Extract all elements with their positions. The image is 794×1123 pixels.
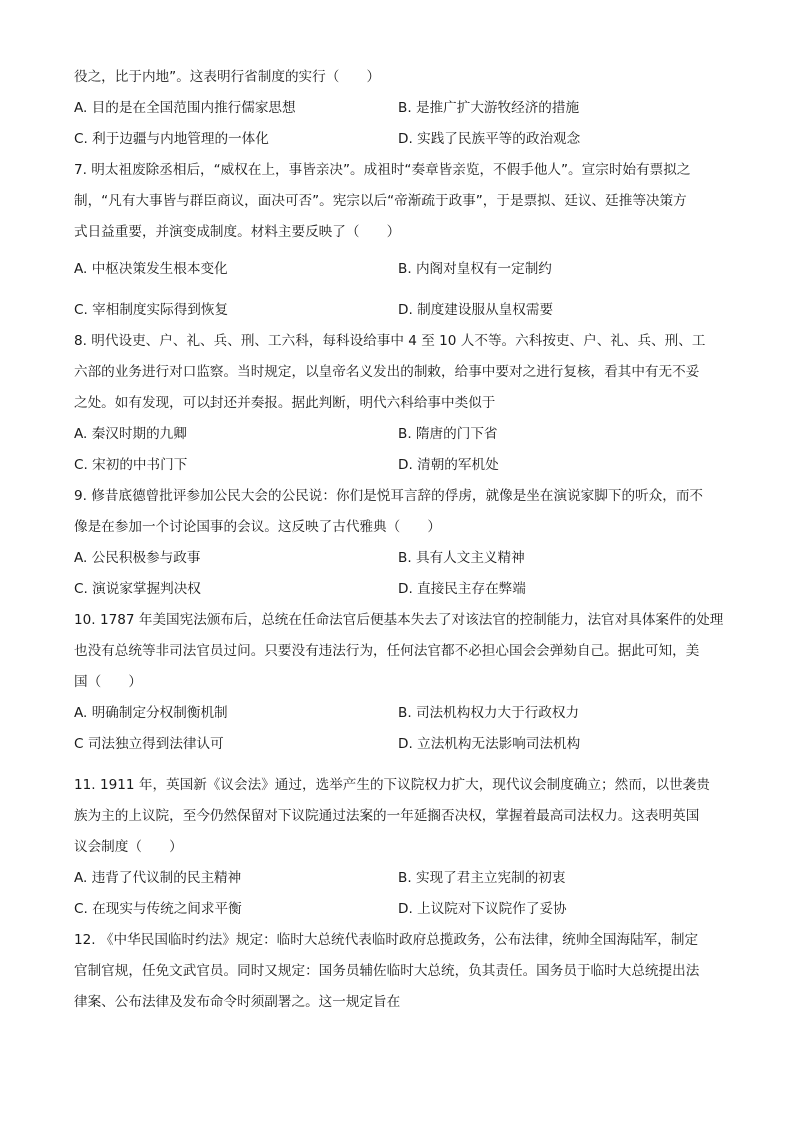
q11-options-row-2 (74, 894, 724, 925)
q9-option-a[interactable]: A. 公民积极参与政事 (74, 550, 201, 566)
q8-option-d[interactable]: D. 清朝的军机处 (398, 457, 499, 473)
q11-option-c[interactable]: C. 在现实与传统之间求平衡 (74, 901, 242, 917)
q7-stem-line-1: 7. 明太祖废除丞相后，“威权在上，事皆亲决”。成祖时“奏章皆亲览，不假手他人”。宣宗时始有票拟之 (74, 162, 691, 178)
q7-option-b[interactable]: B. 内阁对皇权有一定制约 (398, 261, 552, 277)
q8-options-row-2 (74, 450, 724, 481)
q7-stem-line-2: 制，“凡有大事皆与群臣商议，面决可否”。宪宗以后“帝渐疏于政事”，于是票拟、廷议、廷推等决策方 (74, 193, 687, 209)
q11-stem-line-1: 11. 1911 年，英国新《议会法》通过，选举产生的下议院权力扩大，现代议会制度确立；然而，以世袭贵 (74, 777, 710, 793)
q6-options-row-2 (74, 124, 724, 155)
q12-stem-line-2: 官制官规，任免文武官员。同时又规定：国务员辅佐临时大总统，负其责任。国务员于临时大总统提出法 (74, 963, 700, 979)
q9-stem-line-2: 像是在参加一个讨论国事的会议。这反映了古代雅典（ ） (74, 519, 442, 535)
exam-page (74, 62, 724, 1018)
q8-stem-line-2: 六部的业务进行对口监察。当时规定，以皇帝名义发出的制敕，给事中要对之进行复核，看其中有无不妥 (74, 364, 700, 380)
q8-option-c[interactable]: C. 宋初的中书门下 (74, 457, 188, 473)
q10-option-d[interactable]: D. 立法机构无法影响司法机构 (398, 736, 581, 752)
q10-options-row-2 (74, 729, 724, 760)
q6-stem-tail: 役之，比于内地”。这表明行省制度的实行（ ） (74, 69, 381, 85)
q7-option-c[interactable]: C. 宰相制度实际得到恢复 (74, 302, 229, 318)
q9-option-c[interactable]: C. 演说家掌握判决权 (74, 581, 201, 597)
q7-options-row-1 (74, 254, 724, 285)
q8-option-b[interactable]: B. 隋唐的门下省 (398, 426, 498, 442)
q11-option-d[interactable]: D. 上议院对下议院作了妥协 (398, 901, 567, 917)
q7-stem-line-3: 式日益重要，并演变成制度。材料主要反映了（ ） (74, 224, 401, 240)
q7-option-d[interactable]: D. 制度建设服从皇权需要 (398, 302, 554, 318)
q8-options-row-1 (74, 419, 724, 450)
q11-option-a[interactable]: A. 违背了代议制的民主精神 (74, 870, 242, 886)
q9-option-d[interactable]: D. 直接民主存在弊端 (398, 581, 526, 597)
q6-option-a[interactable]: A. 目的是在全国范围内推行儒家思想 (74, 100, 296, 116)
q7-options-row-2 (74, 295, 724, 326)
q11-stem-line-3: 议会制度（ ） (74, 839, 183, 855)
q7-option-a[interactable]: A. 中枢决策发生根本变化 (74, 261, 228, 277)
q8-stem-line-1: 8. 明代设吏、户、礼、兵、刑、工六科，每科设给事中 4 至 10 人不等。六科按吏、户、礼、兵、刑、工 (74, 333, 706, 349)
q9-stem-line-1: 9. 修昔底德曾批评参加公民大会的公民说：你们是悦耳言辞的俘虏，就像是坐在演说家脚下的听众，而不 (74, 488, 704, 504)
q6-option-c[interactable]: C. 利于边疆与内地管理的一体化 (74, 131, 269, 147)
q12-stem-line-1: 12. 《中华民国临时约法》规定：临时大总统代表临时政府总揽政务，公布法律，统帅全国海陆军，制定 (74, 932, 699, 948)
q11-options-row-1 (74, 863, 724, 894)
q6-option-d[interactable]: D. 实践了民族平等的政治观念 (398, 131, 581, 147)
q6-option-b[interactable]: B. 是推广扩大游牧经济的措施 (398, 100, 580, 116)
q12-stem-line-3: 律案、公布法律及发布命令时须副署之。这一规定旨在 (74, 994, 401, 1010)
q10-stem-line-3: 国（ ） (74, 674, 142, 690)
q10-option-b[interactable]: B. 司法机构权力大于行政权力 (398, 705, 580, 721)
q10-stem-line-1: 10. 1787 年美国宪法颁布后，总统在任命法官后便基本失去了对该法官的控制能力，法官对具体案件的处理 (74, 612, 724, 628)
q10-options-row-1 (74, 698, 724, 729)
q8-stem-line-3: 之处。如有发现，可以封还并奏报。据此判断，明代六科给事中类似于 (74, 395, 496, 411)
q8-option-a[interactable]: A. 秦汉时期的九卿 (74, 426, 187, 442)
q10-option-c[interactable]: C 司法独立得到法律认可 (74, 736, 224, 752)
q9-option-b[interactable]: B. 具有人文主义精神 (398, 550, 525, 566)
q9-options-row-1 (74, 543, 724, 574)
q11-stem-line-2: 族为主的上议院，至今仍然保留对下议院通过法案的一年延搁否决权，掌握着最高司法权力。这表明英国 (74, 808, 700, 824)
q9-options-row-2 (74, 574, 724, 605)
q11-option-b[interactable]: B. 实现了君主立宪制的初衷 (398, 870, 566, 886)
q6-options-row-1 (74, 93, 724, 124)
q10-option-a[interactable]: A. 明确制定分权制衡机制 (74, 705, 228, 721)
q10-stem-line-2: 也没有总统等非司法官员过问。只要没有违法行为，任何法官都不必担心国会会弹劾自己。据此可知，美 (74, 643, 700, 659)
